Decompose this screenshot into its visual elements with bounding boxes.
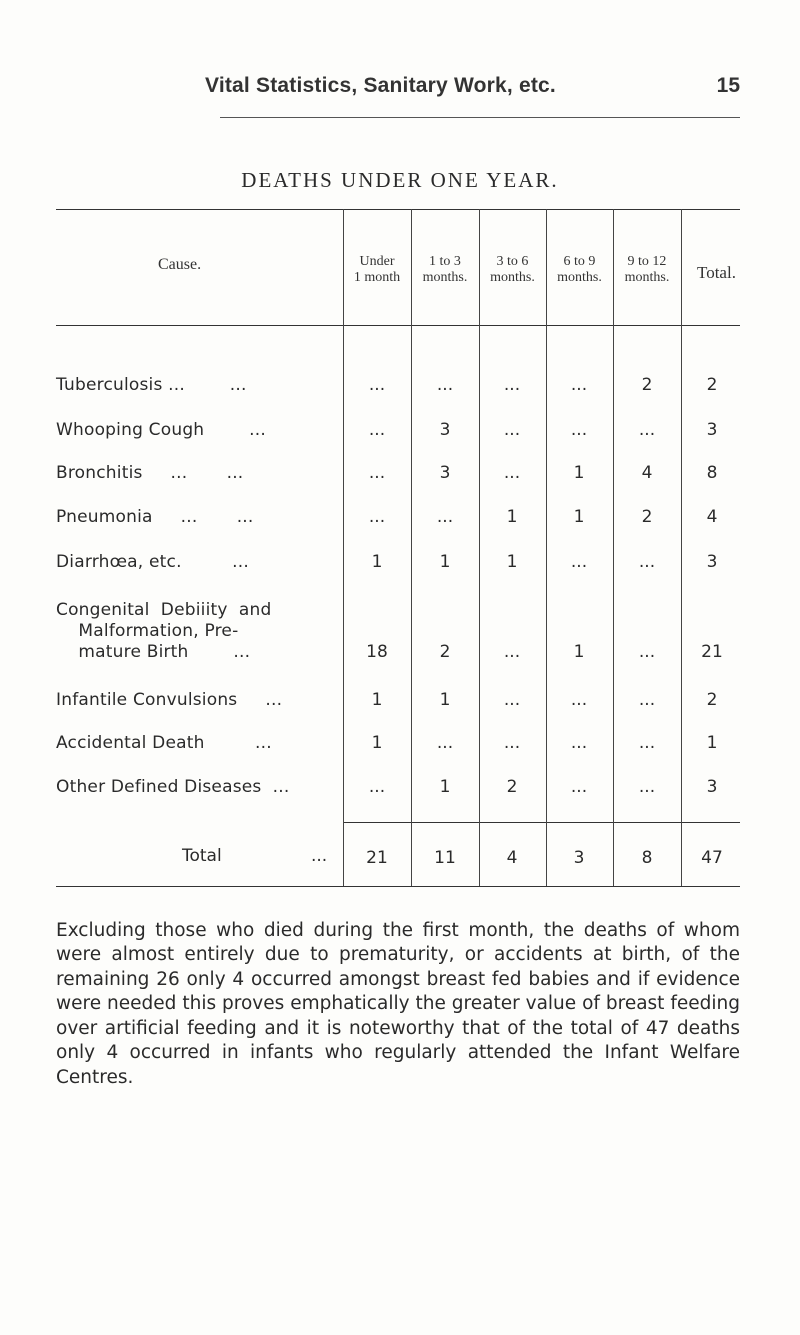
page-number: 15 xyxy=(716,74,740,97)
table-cell: 4 xyxy=(641,463,653,483)
total-label: Total xyxy=(182,846,222,866)
table-cell: 1 xyxy=(573,507,585,527)
table-cell: ... xyxy=(436,507,454,527)
col-divider-3 xyxy=(479,209,480,886)
table-bottom-rule xyxy=(56,886,740,887)
table-cell: ... xyxy=(436,733,454,753)
table-cell: 1 xyxy=(506,507,518,527)
table-cell: ... xyxy=(503,375,521,395)
col-divider-2 xyxy=(411,209,412,886)
col-divider-5 xyxy=(613,209,614,886)
table-cell: ... xyxy=(503,690,521,710)
table-cell: ... xyxy=(436,375,454,395)
table-cell: 8 xyxy=(641,848,653,868)
table-cell: 1 xyxy=(506,552,518,572)
table-cell: ... xyxy=(638,733,656,753)
col-header-line: 3 to 6 xyxy=(496,254,529,269)
table-cell: ... xyxy=(368,375,386,395)
table-cell: 1 xyxy=(371,552,383,572)
col-header-6-to-9 xyxy=(547,254,612,286)
col-header-line: Under xyxy=(359,254,395,269)
table-cell: ... xyxy=(638,777,656,797)
row-cause: Pneumonia ... ... xyxy=(56,507,254,527)
table-cell: 11 xyxy=(434,848,456,868)
col-header-line: 9 to 12 xyxy=(627,254,667,269)
row-cause: Bronchitis ... ... xyxy=(56,463,244,483)
table-cell: ... xyxy=(638,420,656,440)
table-cell: 3 xyxy=(439,463,451,483)
table-cell: 1 xyxy=(573,463,585,483)
table-cell: ... xyxy=(503,463,521,483)
table-cell: 3 xyxy=(706,552,718,572)
table-cell: ... xyxy=(570,777,588,797)
col-divider-4 xyxy=(546,209,547,886)
table-cell: 1 xyxy=(371,733,383,753)
table-cell: 1 xyxy=(706,733,718,753)
header-bottom-rule xyxy=(56,325,740,326)
table-cell: 3 xyxy=(439,420,451,440)
table-cell: 21 xyxy=(701,642,723,662)
table-cell: 47 xyxy=(701,848,723,868)
body-paragraph: Excluding those who died during the first month, the deaths of whom were almost entirely due to prematurity, or accidents at birth, of the remaining 26 only 4 occurred amongst breast fed babies and if evidence were needed this proves emphatically the greater value of breast feeding over artificial feeding and it is noteworthy that of the total of 47 deaths only 4 occurred in infants who regularly attended the Infant Welfare Centres. xyxy=(56,919,740,1088)
table-cell: 4 xyxy=(506,848,518,868)
table-cell: ... xyxy=(570,552,588,572)
table-cell: ... xyxy=(638,690,656,710)
table-cell: 21 xyxy=(366,848,388,868)
table-cell: ... xyxy=(368,463,386,483)
table-top-rule xyxy=(56,209,740,210)
table-cell: 18 xyxy=(366,642,388,662)
table-cell: 2 xyxy=(506,777,518,797)
col-header-line: months. xyxy=(624,270,670,285)
row-cause: Accidental Death ... xyxy=(56,733,272,753)
table-cell: 2 xyxy=(706,690,718,710)
table-cell: 3 xyxy=(706,420,718,440)
table-cell: ... xyxy=(638,552,656,572)
col-header-9-to-12 xyxy=(614,254,680,286)
table-cell: ... xyxy=(368,777,386,797)
col-header-line: months. xyxy=(557,270,602,285)
table-cell: ... xyxy=(570,690,588,710)
table-cell: 1 xyxy=(439,690,451,710)
col-header-line: months. xyxy=(490,270,535,285)
table-cell: ... xyxy=(638,642,656,662)
col-header-1-to-3 xyxy=(412,254,478,286)
table-cell: ... xyxy=(570,375,588,395)
table-cell: 2 xyxy=(641,507,653,527)
col-divider-1 xyxy=(343,209,344,886)
table-cell: ... xyxy=(368,507,386,527)
table-cell: 1 xyxy=(439,552,451,572)
row-cause: Other Defined Diseases ... xyxy=(56,777,290,797)
table-cell: ... xyxy=(503,642,521,662)
table-cell: 3 xyxy=(573,848,585,868)
cause-header: Cause. xyxy=(158,256,202,273)
table-cell: 1 xyxy=(371,690,383,710)
table-cell: ... xyxy=(503,420,521,440)
table-cell: 2 xyxy=(641,375,653,395)
col-header-line: 6 to 9 xyxy=(563,254,596,269)
table-cell: 2 xyxy=(706,375,718,395)
table-cell: 1 xyxy=(573,642,585,662)
col-header-line: 1 month xyxy=(353,270,401,285)
table-title: DEATHS UNDER ONE YEAR. xyxy=(241,168,559,192)
table-cell: 2 xyxy=(439,642,451,662)
table-cell: ... xyxy=(570,420,588,440)
table-cell: 1 xyxy=(439,777,451,797)
row-cause: Diarrhœa, etc. ... xyxy=(56,552,249,572)
table-cell: 8 xyxy=(706,463,718,483)
table-cell: ... xyxy=(368,420,386,440)
row-cause: Congenital Debiiity and Malformation, Pre- mature Birth ... xyxy=(56,600,272,662)
col-header-line: 1 to 3 xyxy=(429,254,461,269)
row-cause: Tuberculosis ... ... xyxy=(56,375,247,395)
header-title: Vital Statistics, Sanitary Work, etc. xyxy=(205,74,556,97)
row-cause: Infantile Convulsions ... xyxy=(56,690,283,710)
col-header-line: months. xyxy=(422,270,468,285)
row-cause: Whooping Cough ... xyxy=(56,420,266,440)
col-header-3-to-6 xyxy=(480,254,545,286)
table-cell: ... xyxy=(503,733,521,753)
col-header-under-1-month xyxy=(344,254,410,286)
table-cell: 3 xyxy=(706,777,718,797)
table-cell: 4 xyxy=(706,507,718,527)
table-cell: ... xyxy=(570,733,588,753)
total-leader-dots: ... xyxy=(311,846,328,866)
total-header: Total. xyxy=(697,263,736,282)
